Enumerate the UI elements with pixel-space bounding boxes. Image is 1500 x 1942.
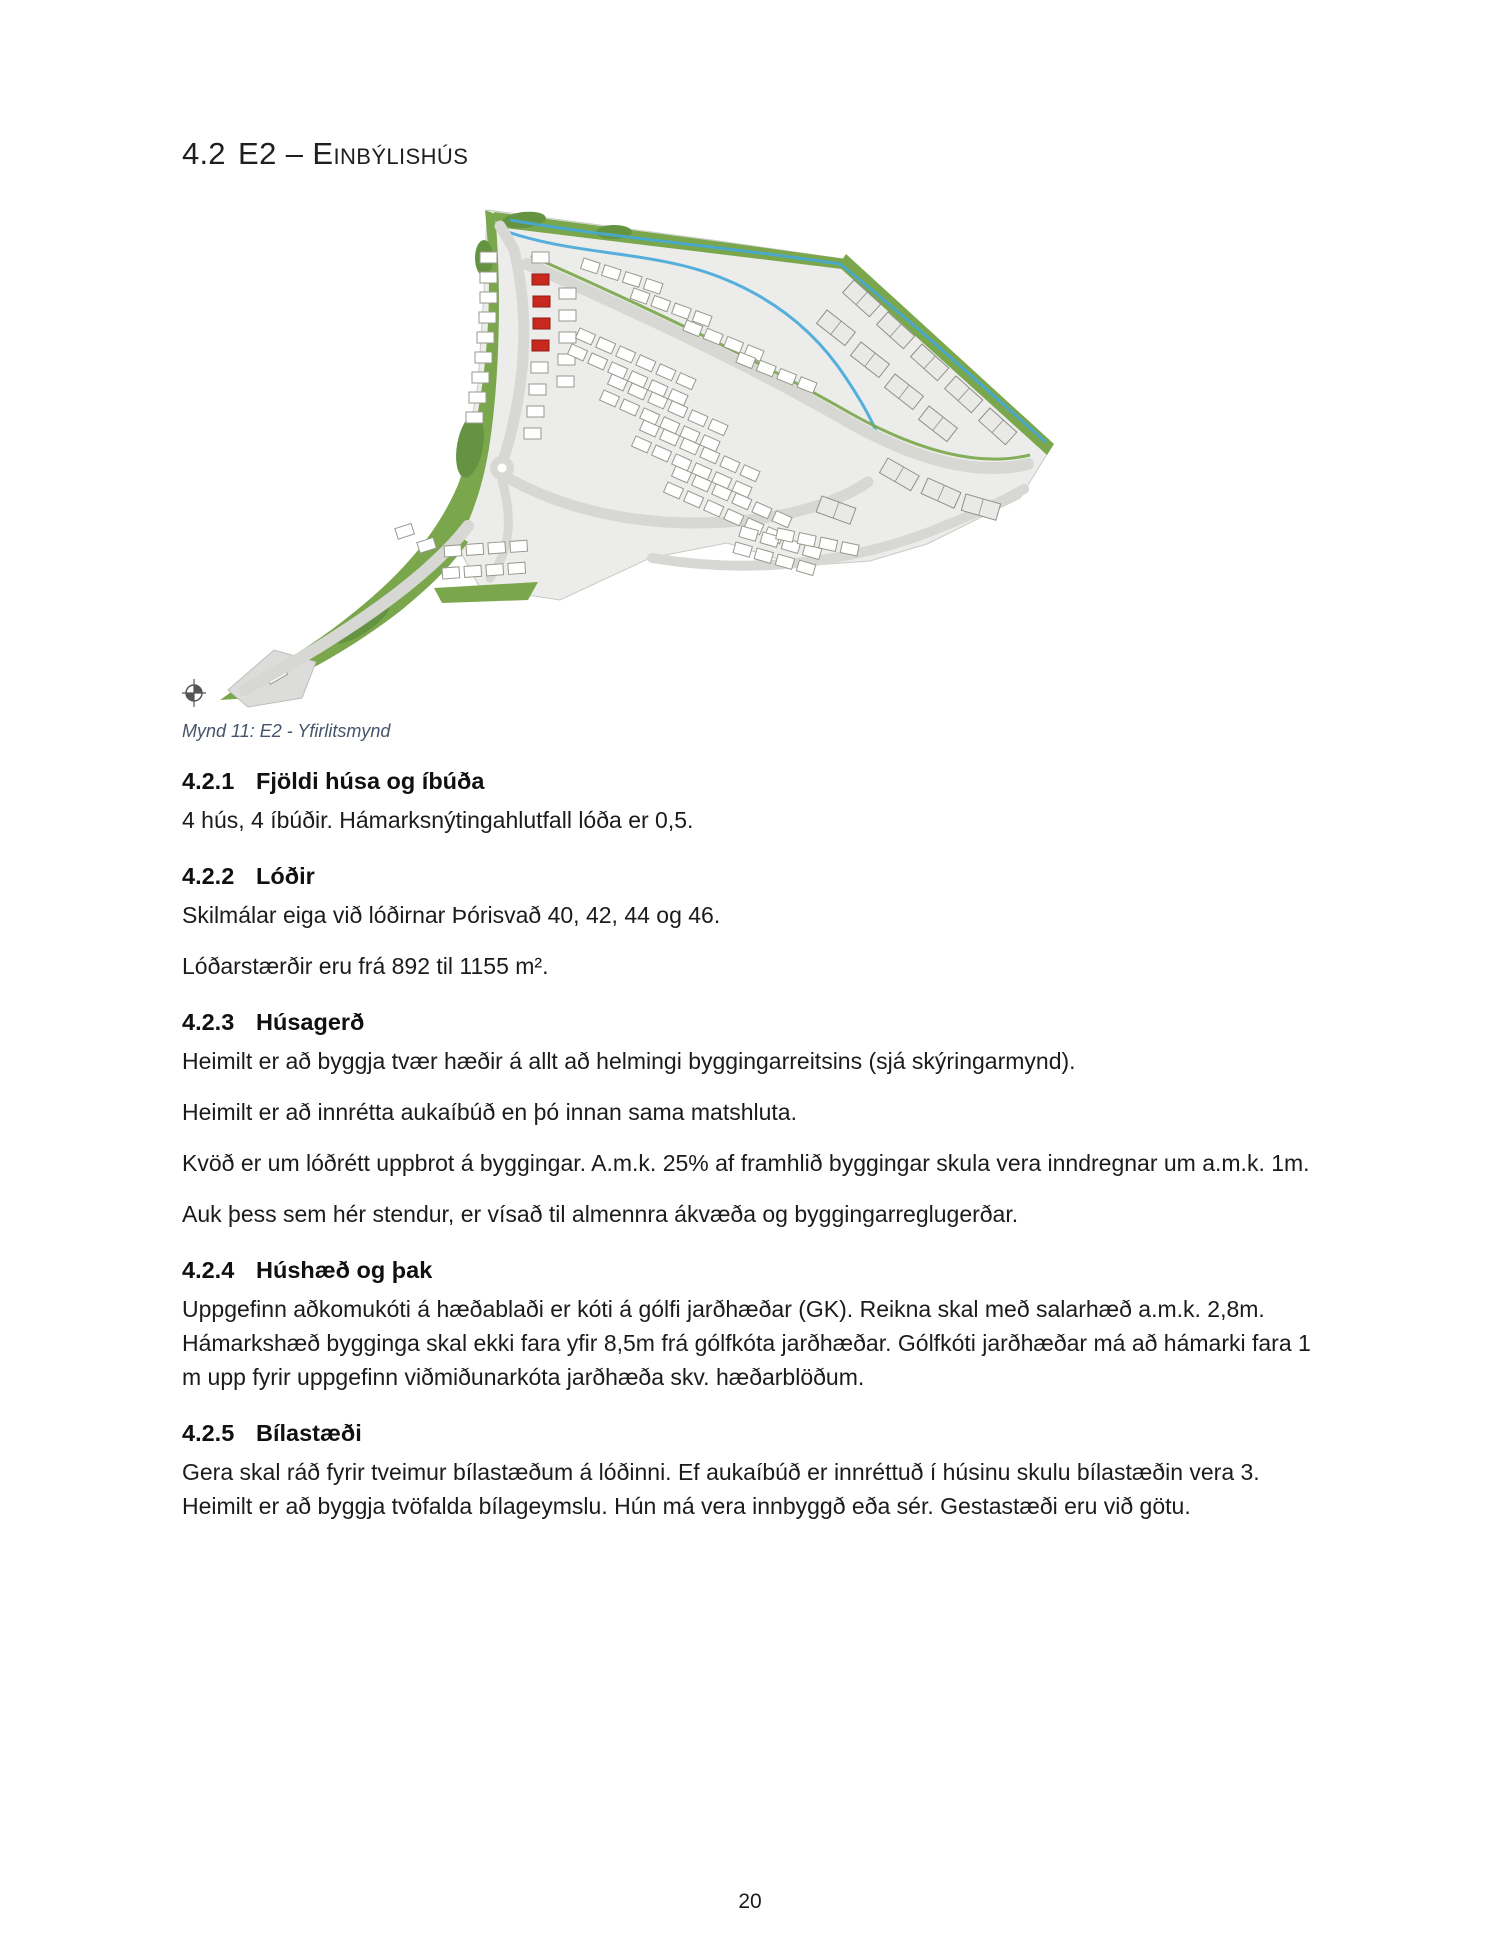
main-heading-number: 4.2 <box>182 136 226 171</box>
paragraph: Uppgefinn aðkomukóti á hæðablaði er kóti á gólfi jarðhæðar (GK). Reikna skal með salarhæð a.m.k. 2,8m. Hámarkshæð bygginga skal ekki fara yfir 8,5m frá gólfkóta jarðhæðar. Gólfkóti jarðhæðar má að hámarki fara 1 m upp fyrir uppgefinn viðmiðunarkóta jarðhæða skv. hæðarblöðum. <box>182 1296 1311 1390</box>
section-number: 4.2.4 <box>182 1257 235 1283</box>
paragraph: Lóðarstærðir eru frá 892 til 1155 m². <box>182 953 549 979</box>
paragraph: Auk þess sem hér stendur, er vísað til almennra ákvæða og byggingarreglugerðar. <box>182 1201 1019 1227</box>
section-heading <box>182 1009 1320 1036</box>
section-heading <box>182 863 1320 890</box>
paragraph: Gera skal ráð fyrir tveimur bílastæðum á lóðinni. Ef aukaíbúð er innréttuð í húsinu skulu bílastæðin vera 3. Heimilt er að byggja tvöfalda bílageymslu. Hún má vera innbyggð eða sér. Gestastæði eru við götu. <box>182 1459 1260 1519</box>
section-4-2-2 <box>182 863 1320 983</box>
section-title: Bílastæði <box>256 1420 362 1446</box>
paragraph: Kvöð er um lóðrétt uppbrot á byggingar. A.m.k. 25% af framhlið byggingar skula vera inndregnar um a.m.k. 1m. <box>182 1150 1310 1176</box>
section-number: 4.2.2 <box>182 863 235 889</box>
section-4-2-4 <box>182 1257 1320 1394</box>
section-4-2-3 <box>182 1009 1320 1231</box>
section-title: Húsagerð <box>256 1009 365 1035</box>
section-number: 4.2.3 <box>182 1009 235 1035</box>
main-heading-title: E2 – Einbýlishús <box>238 136 469 171</box>
paragraph: 4 hús, 4 íbúðir. Hámarksnýtingahlutfall lóða er 0,5. <box>182 807 694 833</box>
section-number: 4.2.1 <box>182 768 235 794</box>
main-heading <box>182 136 1320 172</box>
section-number: 4.2.5 <box>182 1420 235 1446</box>
section-title: Húshæð og þak <box>256 1257 433 1283</box>
figure-caption: Mynd 11: E2 - Yfirlitsmynd <box>182 721 391 741</box>
section-4-2-1 <box>182 768 1320 837</box>
section-title: Lóðir <box>256 863 315 889</box>
figure <box>182 196 1082 742</box>
site-plan-map <box>182 196 1082 711</box>
section-heading <box>182 768 1320 795</box>
section-heading <box>182 1420 1320 1447</box>
paragraph: Heimilt er að byggja tvær hæðir á allt að helmingi byggingarreitsins (sjá skýringarmynd). <box>182 1048 1076 1074</box>
paragraph: Skilmálar eiga við lóðirnar Þórisvað 40, 42, 44 og 46. <box>182 902 721 928</box>
paragraph: Heimilt er að innrétta aukaíbúð en þó innan sama matshluta. <box>182 1099 797 1125</box>
north-arrow-icon <box>182 679 206 707</box>
section-title: Fjöldi húsa og íbúða <box>256 768 485 794</box>
page-number-footer: 20 <box>738 1890 762 1913</box>
section-4-2-5 <box>182 1420 1320 1523</box>
section-heading <box>182 1257 1320 1284</box>
